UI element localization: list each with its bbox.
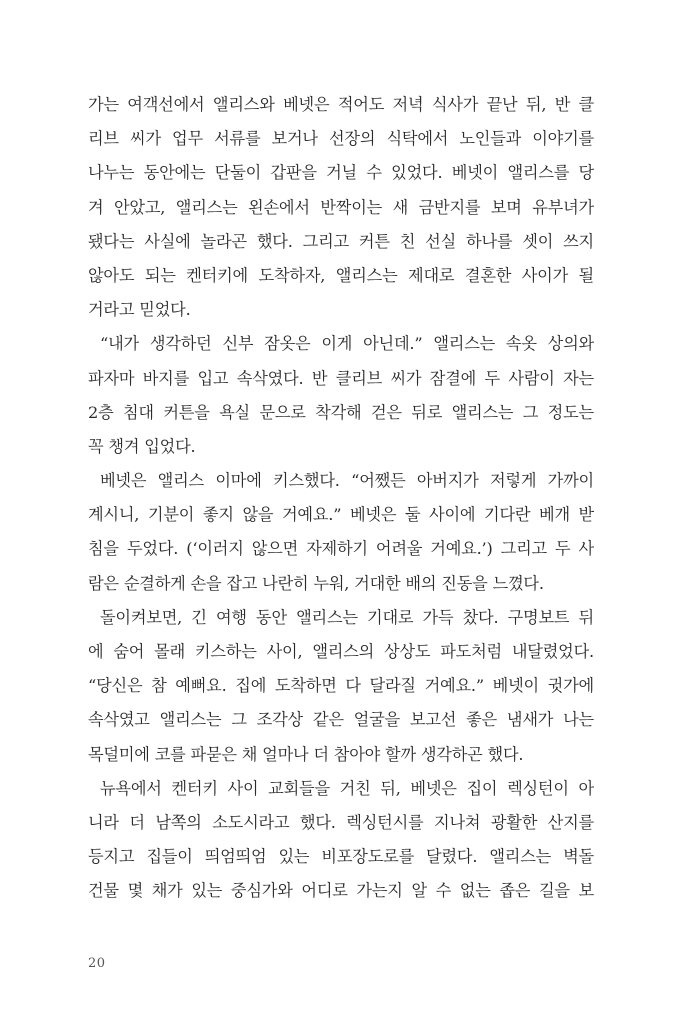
text-line: 거라고 믿었다. <box>88 300 191 320</box>
text-line: 나누는 동안에는 단둘이 갑판을 거닐 수 있었다. 베넷이 앨리스를 당 <box>88 163 594 183</box>
text-line: 계시니, 기분이 좋지 않을 거예요.” 베넷은 둘 사이에 기다란 베개 받 <box>88 505 594 525</box>
text-line: 가는 여객선에서 앨리스와 베넷은 적어도 저녁 식사가 끝난 뒤, 반 클 <box>88 95 594 114</box>
text-line: 꼭 챙겨 입었다. <box>88 436 196 456</box>
text-line: 뉴욕에서 켄터키 사이 교회들을 거친 뒤, 베넷은 집이 렉싱턴이 아 <box>100 778 594 798</box>
page-number: 20 <box>88 956 106 971</box>
text-line: 파자마 바지를 입고 속삭였다. 반 클리브 씨가 잠결에 두 사람이 자는 <box>88 368 594 388</box>
text-line: “내가 생각하던 신부 잠옷은 이게 아닌데.” 앨리스는 속옷 상의와 <box>100 334 594 354</box>
text-line: 겨 안았고, 앨리스는 왼손에서 반짝이는 새 금반지를 보며 유부녀가 <box>88 197 594 217</box>
text-line: 베넷은 앨리스 이마에 키스했다. “어쨌든 아버지가 저렇게 가까이 <box>100 471 594 491</box>
text-line: 건물 몇 채가 있는 중심가와 어디로 가는지 알 수 없는 좁은 길을 보 <box>88 881 594 901</box>
text-line: 2층 침대 커튼을 욕실 문으로 착각해 걷은 뒤로 앨리스는 그 정도는 <box>88 402 594 422</box>
text-line: 속삭였고 앨리스는 그 조각상 같은 얼굴을 보고선 좋은 냄새가 나는 <box>88 710 594 730</box>
text-line: 않아도 되는 켄터키에 도착하자, 앨리스는 제대로 결혼한 사이가 될 <box>88 265 594 285</box>
text-line: 등지고 집들이 띄엄띄엄 있는 비포장도로를 달렸다. 앨리스는 벽돌 <box>88 847 594 867</box>
text-line: 에 숨어 몰래 키스하는 사이, 앨리스의 상상도 파도처럼 내달렸었다. <box>88 642 594 661</box>
body-text <box>88 88 594 909</box>
text-line: 니라 더 남쪽의 소도시라고 했다. 렉싱턴시를 지나쳐 광활한 산지를 <box>88 812 594 832</box>
text-line: 리브 씨가 업무 서류를 보거나 선장의 식탁에서 노인들과 이야기를 <box>88 129 594 149</box>
text-line: 됐다는 사실에 놀라곤 했다. 그리고 커튼 친 선실 하나를 셋이 쓰지 <box>88 231 594 251</box>
text-line: 목덜미에 코를 파묻은 채 얼마나 더 참아야 할까 생각하곤 했다. <box>88 744 524 764</box>
text-line: 람은 순결하게 손을 잡고 나란히 누워, 거대한 배의 진동을 느꼈다. <box>88 573 544 593</box>
text-line: 돌이켜보면, 긴 여행 동안 앨리스는 기대로 가득 찼다. 구명보트 뒤 <box>100 607 594 627</box>
text-line: “당신은 참 예뻐요. 집에 도착하면 다 달라질 거예요.” 베넷이 귓가에 <box>88 676 594 696</box>
text-line: 침을 두었다. (‘이러지 않으면 자제하기 어려울 거예요.’) 그리고 두 사 <box>88 539 594 559</box>
